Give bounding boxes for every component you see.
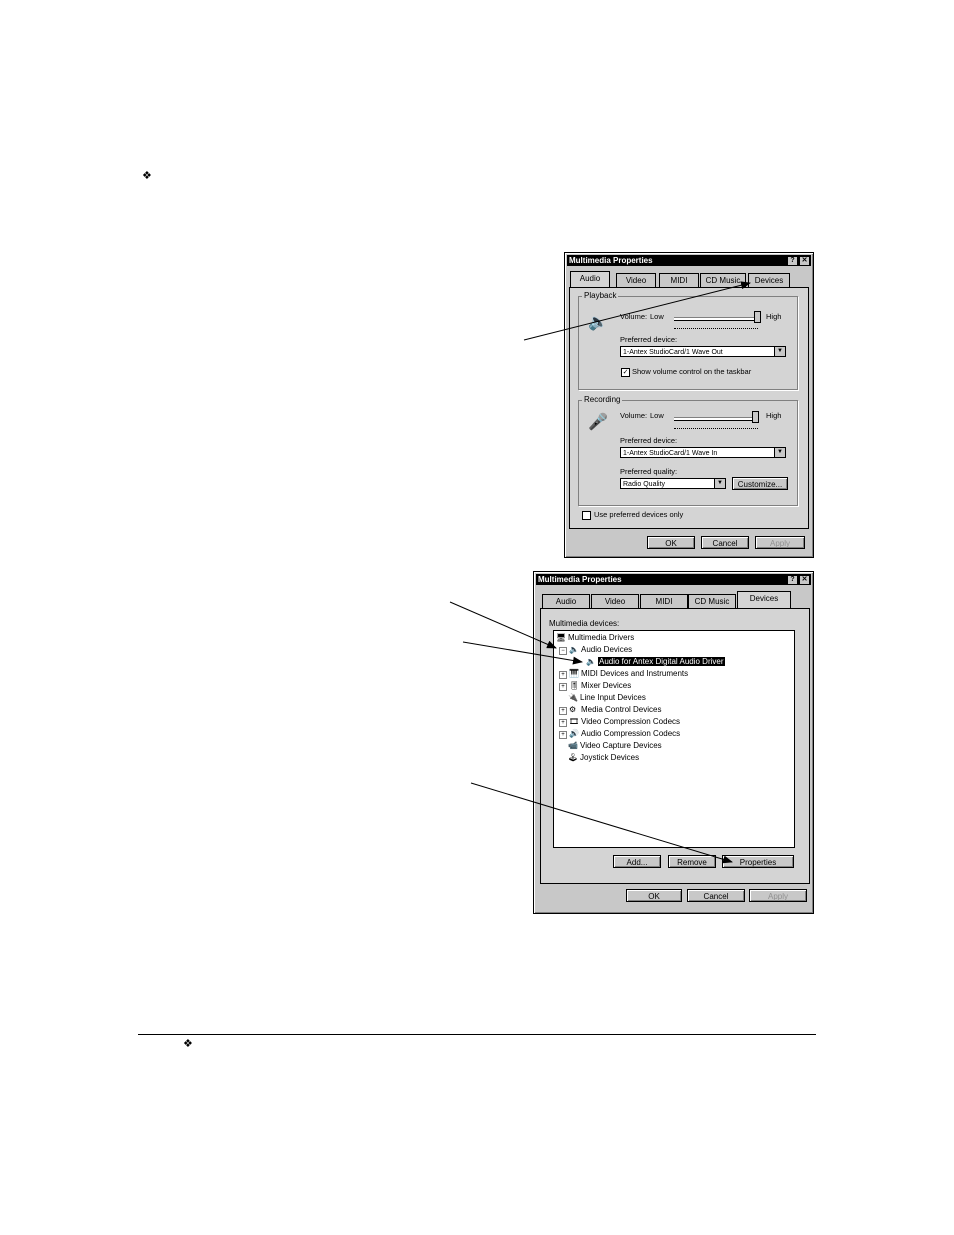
recording-low-label: Low bbox=[650, 411, 664, 420]
expand-icon[interactable]: + bbox=[559, 719, 567, 727]
playback-device-value: 1-Antex StudioCard/1 Wave Out bbox=[623, 349, 723, 356]
chevron-down-icon[interactable]: ▼ bbox=[714, 479, 725, 488]
tab-cd-music[interactable]: CD Music bbox=[688, 594, 736, 609]
bullet-top: ❖ bbox=[142, 170, 152, 182]
quality-value: Radio Quality bbox=[623, 481, 666, 488]
tab-devices[interactable]: Devices bbox=[748, 273, 790, 288]
recording-volume-label: Volume: bbox=[620, 411, 648, 420]
expand-icon[interactable]: + bbox=[559, 731, 567, 739]
collapse-icon[interactable]: − bbox=[559, 647, 567, 655]
tab-midi[interactable]: MIDI bbox=[659, 273, 699, 288]
tree-item[interactable]: − 🔈 Audio Devices bbox=[559, 645, 632, 655]
video-codec-icon: 🎞 bbox=[569, 717, 580, 726]
close-button[interactable]: ✕ bbox=[799, 256, 810, 266]
tab-audio[interactable]: Audio bbox=[570, 271, 610, 288]
tree-item[interactable]: 🔌 Line Input Devices bbox=[568, 693, 646, 702]
preferred-quality-label: Preferred quality: bbox=[620, 467, 678, 476]
tree-item[interactable]: + ⚙ Media Control Devices bbox=[559, 705, 661, 715]
speaker-icon: 🔈 bbox=[588, 314, 608, 331]
devices-label: Multimedia devices: bbox=[549, 619, 620, 628]
use-preferred-label: Use preferred devices only bbox=[594, 510, 684, 519]
recording-preferred-device-label: Preferred device: bbox=[620, 436, 678, 445]
mixer-icon: 🎚 bbox=[569, 681, 580, 690]
ok-button[interactable]: OK bbox=[626, 889, 682, 902]
midi-icon: 🎹 bbox=[569, 669, 579, 678]
tab-devices[interactable]: Devices bbox=[737, 591, 791, 608]
properties-button[interactable]: Properties bbox=[722, 855, 794, 868]
microphone-icon: 🎤 bbox=[588, 414, 608, 431]
close-button[interactable]: ✕ bbox=[799, 575, 810, 585]
tree-item[interactable]: 🖥 Multimedia Drivers bbox=[556, 633, 635, 642]
dialog-title: Multimedia Properties bbox=[536, 574, 811, 585]
tree-item[interactable]: + 🎚 Mixer Devices bbox=[559, 681, 631, 691]
tree-item[interactable]: + 🔊 Audio Compression Codecs bbox=[559, 729, 680, 739]
apply-button[interactable]: Apply bbox=[749, 889, 807, 902]
tree-item[interactable]: + 🎹 MIDI Devices and Instruments bbox=[559, 669, 688, 679]
add-button[interactable]: Add... bbox=[613, 855, 661, 868]
arrow-to-properties bbox=[471, 783, 732, 862]
tree-item[interactable]: + 🎞 Video Compression Codecs bbox=[559, 717, 680, 727]
recording-device-value: 1-Antex StudioCard/1 Wave In bbox=[623, 450, 718, 457]
show-volume-checkbox[interactable]: ✓ bbox=[622, 369, 629, 376]
expand-icon[interactable]: + bbox=[559, 707, 567, 715]
tab-audio[interactable]: Audio bbox=[542, 594, 590, 609]
tab-video[interactable]: Video bbox=[616, 273, 656, 288]
joystick-icon: 🕹 bbox=[568, 753, 579, 762]
chevron-down-icon[interactable]: ▼ bbox=[774, 448, 785, 457]
recording-group-label: Recording bbox=[584, 395, 621, 404]
computer-icon: 🖥 bbox=[556, 633, 567, 642]
cancel-button[interactable]: Cancel bbox=[687, 889, 745, 902]
speaker-icon: 🔈 bbox=[569, 645, 579, 654]
speaker-icon: 🔈 bbox=[586, 657, 596, 666]
ok-button[interactable]: OK bbox=[647, 536, 695, 549]
bullet-bottom: ❖ bbox=[183, 1038, 193, 1050]
customize-button[interactable]: Customize... bbox=[732, 477, 788, 490]
arrow-to-antex-driver bbox=[463, 642, 582, 662]
playback-low-label: Low bbox=[650, 312, 664, 321]
playback-high-label: High bbox=[766, 312, 782, 321]
playback-group-label: Playback bbox=[584, 291, 617, 300]
audio-codec-icon: 🔊 bbox=[569, 729, 579, 738]
cancel-button[interactable]: Cancel bbox=[701, 536, 749, 549]
tab-video[interactable]: Video bbox=[591, 594, 639, 609]
arrow-to-devices-tab bbox=[524, 283, 750, 340]
show-volume-label: Show volume control on the taskbar bbox=[632, 367, 752, 376]
tree-item[interactable]: 📹 Video Capture Devices bbox=[568, 741, 662, 750]
arrow-to-audio-devices bbox=[450, 602, 556, 648]
video-capture-icon: 📹 bbox=[568, 741, 578, 750]
dialog-title: Multimedia Properties bbox=[567, 255, 811, 266]
help-button[interactable]: ? bbox=[787, 256, 798, 266]
tab-midi[interactable]: MIDI bbox=[640, 594, 688, 609]
tab-cd-music[interactable]: CD Music bbox=[700, 273, 746, 288]
tree-item[interactable]: 🕹 Joystick Devices bbox=[568, 753, 640, 762]
playback-volume-label: Volume: bbox=[620, 312, 648, 321]
help-button[interactable]: ? bbox=[787, 575, 798, 585]
chevron-down-icon[interactable]: ▼ bbox=[774, 347, 785, 356]
remove-button[interactable]: Remove bbox=[668, 855, 716, 868]
tree-item[interactable]: 🔈 Audio for Antex Digital Audio Driver bbox=[586, 657, 724, 666]
apply-button[interactable]: Apply bbox=[755, 536, 805, 549]
recording-high-label: High bbox=[766, 411, 782, 420]
expand-icon[interactable]: + bbox=[559, 683, 567, 691]
media-control-icon: ⚙ bbox=[569, 705, 577, 714]
playback-preferred-device-label: Preferred device: bbox=[620, 335, 678, 344]
line-input-icon: 🔌 bbox=[568, 693, 578, 702]
expand-icon[interactable]: + bbox=[559, 671, 567, 679]
